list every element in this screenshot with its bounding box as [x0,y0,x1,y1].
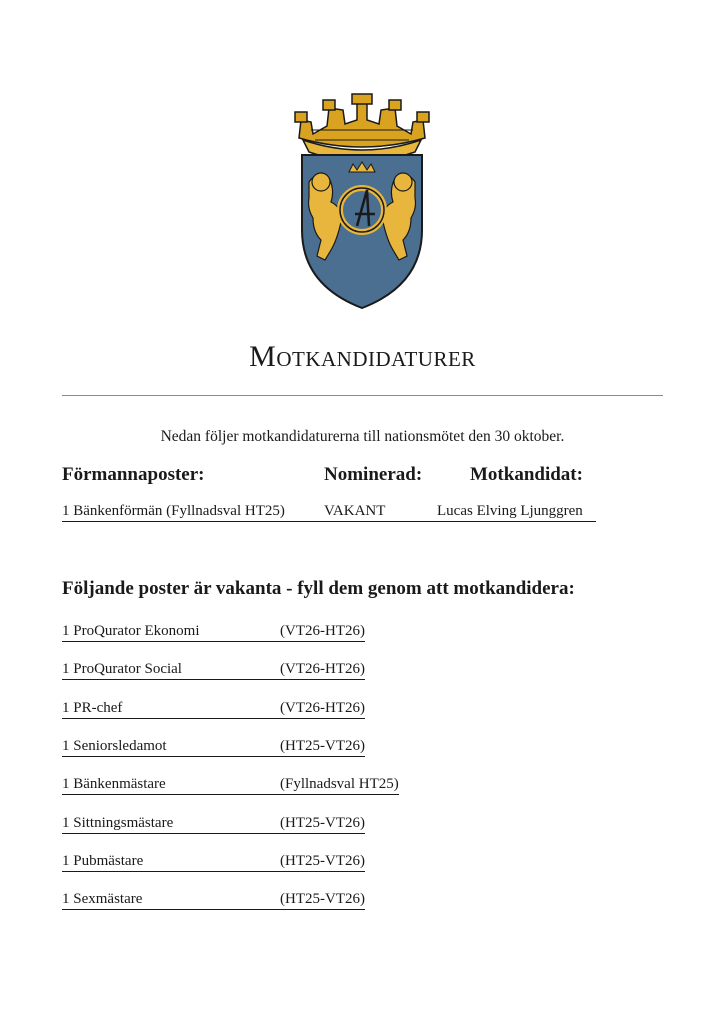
item-post: 1 Bänkenmästare [62,776,280,795]
table-row [62,503,596,522]
list-item [62,776,399,795]
item-period: (VT26-HT26) [280,700,365,719]
item-period: (HT25-VT26) [280,738,365,757]
item-post: 1 Sittningsmästare [62,815,280,834]
list-item [62,853,365,872]
header-post: Förmannaposter: [62,464,205,485]
item-post: 1 Pubmästare [62,853,280,872]
row-counter: Lucas Elving Ljunggren [437,503,583,519]
item-period: (VT26-HT26) [280,661,365,680]
vacant-heading: Följande poster är vakanta - fyll dem genom att motkandidera: [62,578,575,599]
item-period: (HT25-VT26) [280,815,365,834]
coat-of-arms-logo [287,90,437,310]
item-post: 1 Sexmästare [62,891,280,910]
crown-icon [295,94,429,161]
item-period: (HT25-VT26) [280,853,365,872]
intro-text: Nedan följer motkandidaturerna till nationsmötet den 30 oktober. [160,428,565,445]
item-post: 1 ProQurator Social [62,661,280,680]
header-counter: Motkandidat: [470,464,583,485]
list-item [62,891,365,910]
item-post: 1 PR-chef [62,700,280,719]
page-title: Motkandidaturer [249,340,476,373]
item-period: (VT26-HT26) [280,623,365,642]
list-item [62,661,365,680]
item-period: (Fyllnadsval HT25) [280,776,399,795]
list-item [62,815,365,834]
item-period: (HT25-VT26) [280,891,365,910]
header-nominated: Nominerad: [324,464,423,485]
list-item [62,738,365,757]
row-post: 1 Bänkenförmän (Fyllnadsval HT25) [62,503,285,519]
row-nominated: VAKANT [324,503,386,519]
list-item [62,700,365,719]
item-post: 1 Seniorsledamot [62,738,280,757]
item-post: 1 ProQurator Ekonomi [62,623,280,642]
list-item [62,623,365,642]
divider [62,395,663,396]
